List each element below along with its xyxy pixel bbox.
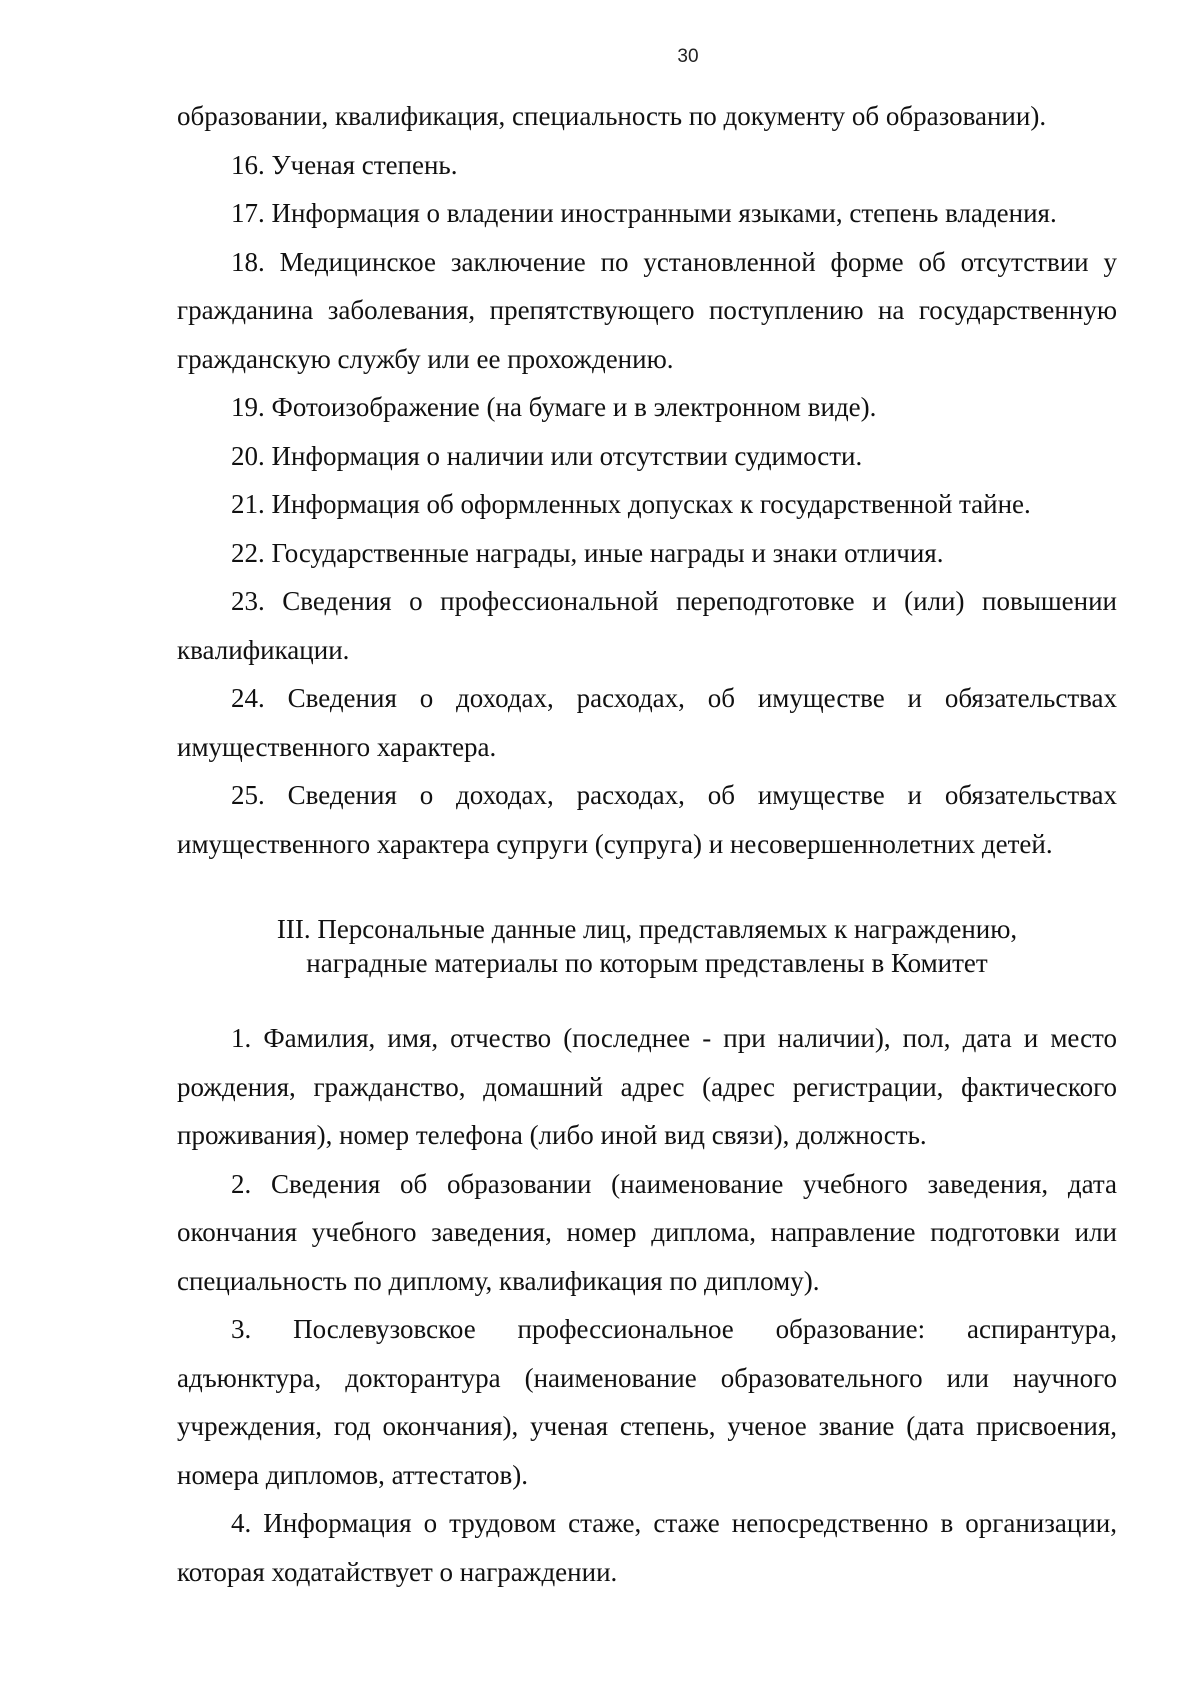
- paragraph-item-18: 18. Медицинское заключение по установленной форме об отсутствии у гражданина заболевания, препятствующего поступлению на государственную гражданскую службу или ее прохождению.: [177, 246, 1117, 374]
- document-body: [177, 92, 1117, 1596]
- paragraph-item-22: 22. Государственные награды, иные награды и знаки отличия.: [231, 537, 944, 568]
- paragraph-item-23: 23. Сведения о профессиональной переподготовке и (или) повышении квалификации.: [177, 586, 1117, 665]
- section-three-heading-line-2: наградные материалы по которым представлены в Комитет: [306, 948, 988, 978]
- paragraph-item-21: 21. Информация об оформленных допусках к государственной тайне.: [231, 489, 1031, 519]
- paragraph-item-19: 19. Фотоизображение (на бумаге и в электронном виде).: [231, 392, 877, 422]
- section-three-heading: [177, 912, 1117, 980]
- paragraph-item-25: 25. Сведения о доходах, расходах, об имуществе и обязательствах имущественного характера супруги (супруга) и несовершеннолетних детей.: [177, 780, 1117, 859]
- section-three-heading-line-1: III. Персональные данные лиц, представляемых к награждению,: [276, 914, 1018, 944]
- paragraph-item-17: 17. Информация о владении иностранными языками, степень владения.: [231, 198, 1057, 228]
- section-three-list: [177, 1014, 1117, 1596]
- section-three-item-1: 1. Фамилия, имя, отчество (последнее - при наличии), пол, дата и место рождения, гражданство, домашний адрес (адрес регистрации, фактического проживания), номер телефона (либо иной вид связи), должность.: [177, 1023, 1117, 1150]
- paragraph-item-15-continuation: образовании, квалификация, специальность по документу об образовании).: [177, 101, 1047, 131]
- paragraph-item-16: 16. Ученая степень.: [231, 149, 458, 180]
- paragraph-item-20: 20. Информация о наличии или отсутствии судимости.: [231, 440, 863, 471]
- section-three-item-2: 2. Сведения об образовании (наименование учебного заведения, дата окончания учебного заведения, номер диплома, направление подготовки или специальность по диплому, квалификация по диплому).: [177, 1168, 1117, 1296]
- section-three-item-4: 4. Информация о трудовом стаже, стаже непосредственно в организации, которая ходатайствует о награждении.: [177, 1508, 1117, 1587]
- page-number: 30: [677, 46, 699, 67]
- section-three-item-3: 3. Послевузовское профессиональное образование: аспирантура, адъюнктура, докторантура (наименование образовательного или научного учреждения, год окончания), ученая степень, ученое звание (дата присвоения, номера дипломов, аттестатов).: [177, 1314, 1117, 1490]
- paragraph-item-24: 24. Сведения о доходах, расходах, об имуществе и обязательствах имущественного характера.: [177, 683, 1117, 762]
